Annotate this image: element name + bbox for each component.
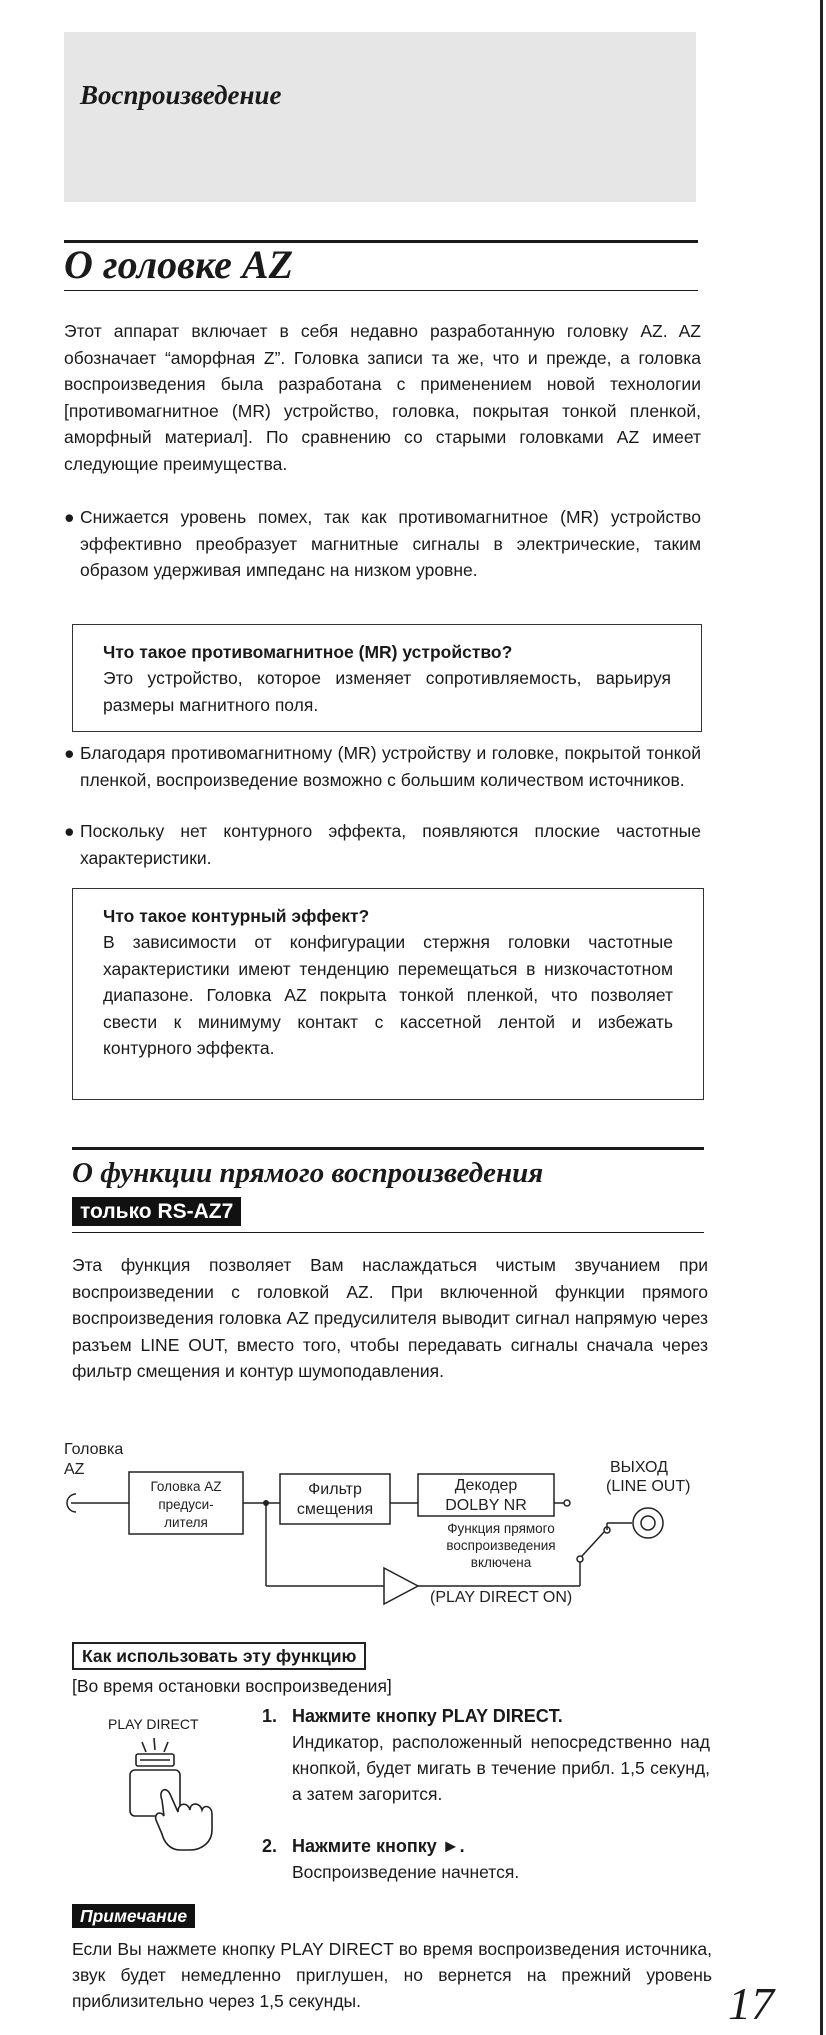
az-intro-paragraph: Этот аппарат включает в себя недавно разработанную головку AZ. AZ обозначает “аморфная Z”. Головка записи та же, что и прежде, а головка воспроизведения была разработана с применением новой технологии [противомагнитное (MR) устройство, головка, покрытая тонкой пленкой, аморфный материал]. По сравнению со старыми головками AZ имеет следующие преимущества. [64, 321, 701, 474]
filter-label-2: смещения [296, 1501, 374, 1518]
direct-amplifier-triangle [384, 1568, 418, 1604]
az-bullet-2 [64, 740, 701, 793]
heading-rule-top [72, 1147, 704, 1150]
bullet-text: Благодаря противомагнитному (MR) устройству и головке, покрытой тонкой пленкой, воспроизведение возможно с большим количеством источников. [80, 743, 701, 790]
mr-definition-box [72, 624, 702, 732]
preamp-label-2: предуси- [158, 1497, 214, 1512]
play-direct-icon-label: PLAY DIRECT [108, 1716, 199, 1732]
bullet-icon: ● [64, 743, 75, 763]
junction-dot [263, 1500, 269, 1506]
function-label-1: Функция прямого [447, 1521, 555, 1536]
preamp-label-1: Головка AZ [150, 1479, 222, 1494]
az-head-title: О головке AZ [64, 242, 294, 287]
decoder-label-2: DOLBY NR [445, 1497, 527, 1514]
note-text: Если Вы нажмете кнопку PLAY DIRECT во время воспроизведения источника, звук будет немедленно приглушен, но вернется на прежний уровень приблизительно через 1,5 секунды. [72, 1939, 712, 2011]
howto-step-1 [262, 1703, 710, 1807]
play-direct-title: О функции прямого воспроизведения [72, 1157, 544, 1189]
heading-rule-bottom [72, 1232, 704, 1233]
decoder-label-1: Декодер [454, 1477, 518, 1494]
box-question: Что такое противомагнитное (MR) устройство? [103, 642, 513, 662]
signal-block-diagram [64, 1436, 724, 1616]
switch-arm [582, 1532, 604, 1556]
switch-contact-normal [564, 1500, 570, 1506]
howto-step-2 [262, 1833, 710, 1885]
play-direct-intro: Эта функция позволяет Вам наслаждаться чистым звучанием при воспроизведении с головкой AZ. При включенной функции прямого воспроизведения головка AZ предусилителя выводит сигнал напрямую через разъем LINE OUT, вместо того, чтобы передавать сигналы сначала через фильтр смещения и контур шумоподавления. [72, 1255, 708, 1381]
step-number: 2. [262, 1836, 278, 1856]
step-title: Нажмите кнопку PLAY DIRECT. [292, 1706, 563, 1726]
box-question: Что такое контурный эффект? [103, 906, 370, 926]
play-direct-on-label: (PLAY DIRECT ON) [430, 1589, 573, 1606]
bullet-text: Поскольку нет контурного эффекта, появляются плоские частотные характеристики. [80, 821, 701, 868]
head-label-1: Головка [64, 1441, 124, 1458]
box-answer: Это устройство, которое изменяет сопротивляемость, варьируя размеры магнитного поля. [103, 668, 671, 715]
preamp-label-3: лителя [164, 1515, 208, 1530]
head-label-2: AZ [64, 1461, 85, 1478]
line-out-jack-outer [633, 1508, 663, 1538]
az-bullet-1 [64, 504, 701, 584]
heading-rule-bottom [64, 290, 698, 291]
function-label-2: воспроизведения [446, 1538, 556, 1553]
function-label-3: включена [470, 1555, 532, 1570]
note-label: Примечание [72, 1904, 195, 1928]
az-bullet-3 [64, 818, 701, 871]
bullet-icon: ● [64, 507, 75, 527]
section-banner [64, 32, 696, 202]
bullet-text: Снижается уровень помех, так как противомагнитное (MR) устройство эффективно преобразует магнитные сигналы в электрические, таким образом удерживая импеданс на низком уровне. [80, 507, 701, 580]
page-number: 17 [728, 1978, 774, 2029]
step-title: Нажмите кнопку ►. [292, 1836, 465, 1856]
contour-effect-box [72, 888, 704, 1100]
output-label-2: (LINE OUT) [606, 1478, 691, 1495]
model-tag: только RS-AZ7 [72, 1197, 241, 1226]
howto-condition: [Во время остановки воспроизведения] [72, 1676, 392, 1696]
output-label-1: ВЫХОД [610, 1459, 668, 1476]
howto-heading: Как использовать эту функцию [72, 1642, 366, 1670]
step-description: Воспроизведение начнется. [292, 1862, 520, 1882]
line-out-jack-inner [641, 1516, 655, 1530]
box-answer: В зависимости от конфигурации стержня головки частотные характеристики имеют тенденцию перемещаться в низкочастотном диапазоне. Головка AZ покрыта тонкой пленкой, что позволяет свести к минимуму контакт с кассетной лентой и избежать контурного эффекта. [103, 932, 673, 1058]
play-direct-button-icon [118, 1738, 228, 1854]
step-description: Индикатор, расположенный непосредственно над кнопкой, будет мигать в течение прибл. 1,5 секунд, а затем загорится. [292, 1732, 710, 1804]
section-label: Воспроизведение [80, 80, 282, 110]
page-edge-rule [820, 0, 823, 2035]
step-number: 1. [262, 1706, 278, 1726]
filter-label-1: Фильтр [308, 1481, 362, 1498]
bullet-icon: ● [64, 821, 75, 841]
